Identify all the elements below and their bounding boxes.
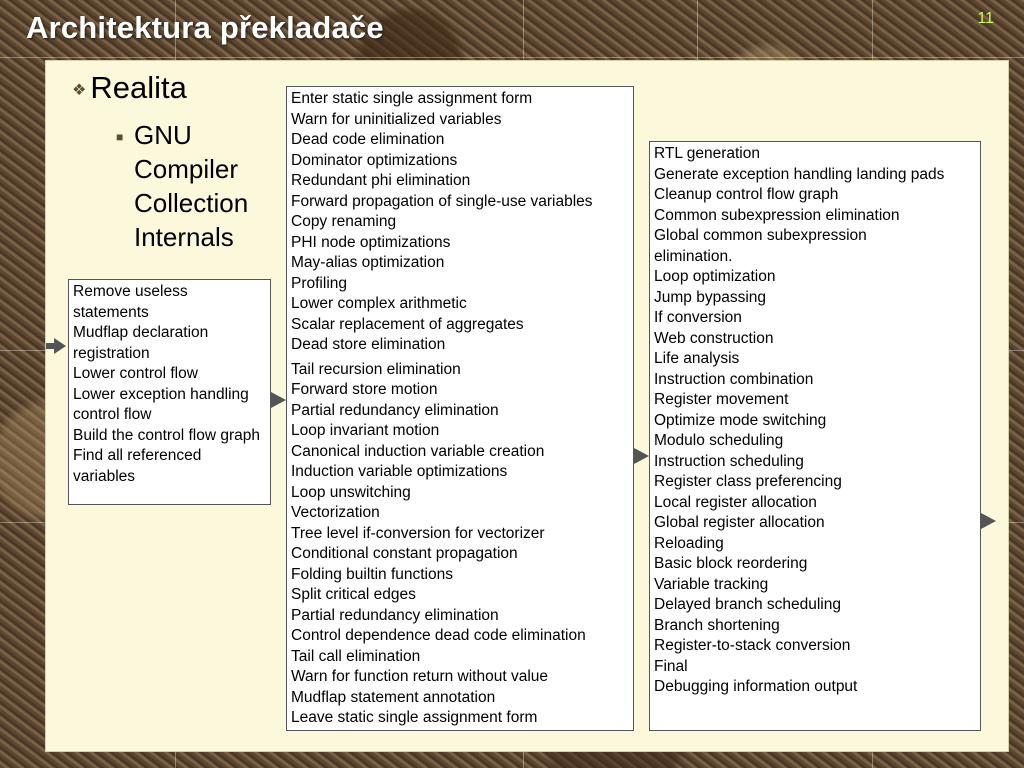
pass-item: Modulo scheduling	[654, 432, 784, 449]
pass-item: Register-to-stack conversion	[654, 637, 851, 654]
pass-item: Scalar replacement of aggregates	[291, 315, 524, 333]
pass-item: Cleanup control flow graph	[654, 186, 839, 203]
pass-item: Vectorization	[291, 504, 380, 521]
pass-item: Warn for function return without value	[291, 668, 549, 685]
grid-line-h	[0, 522, 45, 523]
pass-item: Instruction combination	[654, 370, 814, 388]
grid-line-h	[0, 57, 1024, 58]
grid-line-v	[523, 0, 524, 60]
pass-item: Lower exception handling control flow	[73, 385, 249, 423]
pass-item: Control dependence dead code elimination	[291, 627, 586, 644]
pass-item: Dead store elimination	[291, 336, 446, 353]
pass-item: Loop unswitching	[291, 483, 411, 501]
pass-item: Register class preferencing	[654, 473, 842, 490]
pass-item: Local register allocation	[654, 493, 817, 511]
arrow-right-icon	[271, 392, 286, 408]
pass-item: Global common subexpression	[654, 227, 867, 244]
arrow-right-icon	[981, 513, 996, 529]
pass-item: PHI node optimizations	[291, 233, 451, 251]
pass-item: Dominator optimizations	[291, 151, 458, 169]
pass-item: Warn for uninitialized variables	[291, 110, 502, 128]
grid-line-v	[697, 0, 698, 60]
pass-item: Web construction	[654, 329, 774, 347]
arrow-right-icon	[634, 448, 649, 464]
pass-item: Lower complex arithmetic	[291, 295, 467, 312]
pass-item: Conditional constant propagation	[291, 545, 518, 562]
bullet-level1-text: Realita	[90, 70, 187, 105]
pass-item: Jump bypassing	[654, 288, 767, 306]
pass-item: Partial redundancy elimination	[291, 401, 499, 419]
grid-line-v	[872, 0, 873, 60]
pass-item: If conversion	[654, 309, 742, 326]
pass-item: Forward propagation of single-use variables	[291, 192, 593, 210]
bullet-level1	[72, 70, 187, 106]
pass-item: Canonical induction variable creation	[291, 442, 545, 460]
pass-item: Folding builtin functions	[291, 565, 453, 583]
pass-box-tree-ssa	[286, 86, 634, 731]
slide-title: Architektura překladače	[26, 10, 384, 45]
pass-item: Remove useless statements	[73, 283, 188, 321]
pass-item: Partial redundancy elimination	[291, 606, 499, 624]
grid-line-v	[872, 750, 873, 768]
pass-item: Branch shortening	[654, 616, 780, 634]
pass-item: Build the control flow graph	[73, 426, 260, 444]
pass-item: Mudflap statement annotation	[291, 688, 496, 706]
pass-item: Basic block reordering	[654, 555, 808, 572]
page-number: 11	[977, 10, 994, 27]
square-bullet-icon: ■	[116, 130, 124, 144]
pass-item: Debugging information output	[654, 678, 858, 695]
pass-box-tree-lowering	[68, 279, 271, 505]
pass-item: Final	[654, 657, 688, 675]
pass-item: Induction variable optimizations	[291, 463, 508, 480]
pass-item: Optimize mode switching	[654, 411, 827, 429]
pass-item: Profiling	[291, 274, 347, 292]
pass-item: May-alias optimization	[291, 254, 445, 271]
pass-item: Generate exception handling landing pads	[654, 165, 945, 183]
pass-item: Reloading	[654, 534, 724, 552]
pass-box-rtl	[649, 141, 981, 731]
pass-item: Global register allocation	[654, 514, 825, 531]
pass-item: Tail call elimination	[291, 647, 421, 665]
pass-item: Lower control flow	[73, 365, 198, 382]
pass-item: Split critical edges	[291, 586, 416, 603]
pass-item: Enter static single assignment form	[291, 90, 533, 107]
pass-item: Forward store motion	[291, 381, 438, 398]
pass-item: Find all referenced variables	[73, 447, 202, 485]
pass-item: Life analysis	[654, 350, 740, 367]
grid-line-v	[523, 750, 524, 768]
pass-item: Dead code elimination	[291, 131, 445, 148]
pass-item: Delayed branch scheduling	[654, 596, 841, 613]
pass-item: Leave static single assignment form	[291, 709, 538, 726]
bullet-level2-text: GNU Compiler Collection Internals	[134, 120, 249, 252]
pass-item: Instruction scheduling	[654, 452, 804, 470]
grid-line-h	[1008, 522, 1024, 523]
pass-item: Redundant phi elimination	[291, 172, 471, 189]
grid-line-h	[0, 350, 45, 351]
pass-item: Common subexpression elimination	[654, 206, 900, 224]
grid-line-v	[175, 750, 176, 768]
diamond-bullet-icon: ❖	[72, 81, 87, 99]
pass-item: Loop invariant motion	[291, 422, 440, 439]
pass-item: Register movement	[654, 391, 789, 408]
pass-item: elimination.	[654, 247, 733, 265]
pass-item: Loop optimization	[654, 268, 776, 285]
pass-item: Variable tracking	[654, 575, 769, 593]
pass-item: Tree level if-conversion for vectorizer	[291, 524, 545, 542]
pass-item: Tail recursion elimination	[291, 360, 461, 378]
pass-item: Mudflap declaration registration	[73, 324, 209, 362]
pass-item: Copy renaming	[291, 213, 397, 230]
pass-item: RTL generation	[654, 145, 760, 162]
grid-line-h	[1008, 350, 1024, 351]
